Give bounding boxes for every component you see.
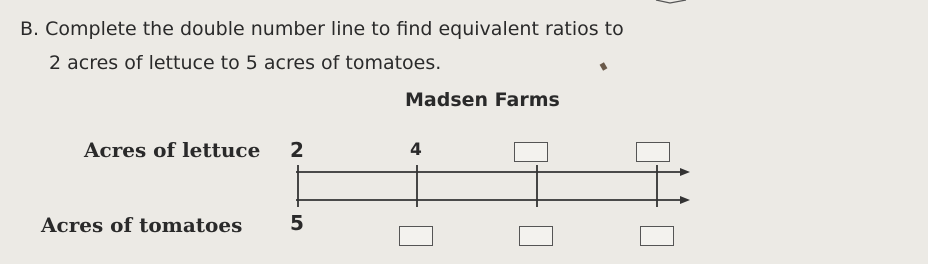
question-line-1: B. Complete the double number line to find equivalent ratios to <box>20 18 624 40</box>
lettuce-value-1: 2 <box>290 138 304 162</box>
lettuce-value-2: 4 <box>410 140 422 160</box>
figure-title: Madsen Farms <box>405 89 560 111</box>
tomatoes-value-1: 5 <box>290 211 304 235</box>
lettuce-row-label: Acres of lettuce <box>84 138 261 162</box>
tomatoes-row-label: Acres of tomatoes <box>41 213 243 237</box>
question-line-2: 2 acres of lettuce to 5 acres of tomatoes. <box>49 52 442 74</box>
lettuce-number-line <box>296 168 690 176</box>
page-edge-mark <box>656 0 686 3</box>
tomatoes-number-line <box>296 196 690 204</box>
